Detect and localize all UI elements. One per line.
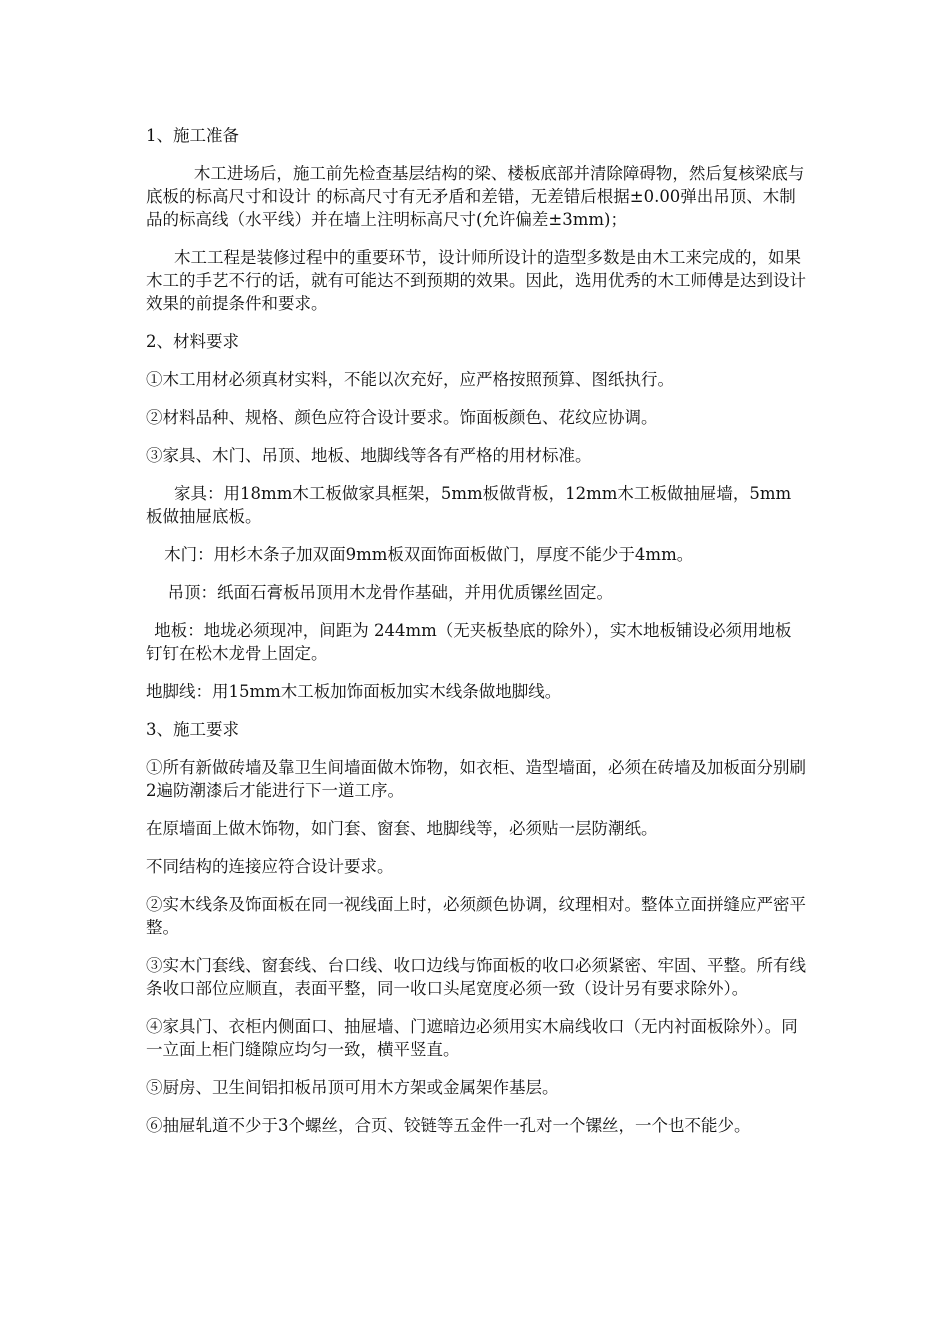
paragraph: 地板：地垅必须现冲，间距为 244mm（无夹板垫底的除外），实木地板铺设必须用地板钉钉在松木龙骨上固定。 — [146, 621, 792, 663]
list-item: ①所有新做砖墙及靠卫生间墙面做木饰物，如衣柜、造型墙面，必须在砖墙及加板面分别刷2遍防潮漆后才能进行下一道工序。 — [146, 758, 806, 800]
list-item: ①木工用材必须真材实料，不能以次充好，应严格按照预算、图纸执行。 — [146, 370, 674, 389]
list-item: ⑥抽屉轧道不少于3个螺丝，合页、铰链等五金件一孔对一个镙丝，一个也不能少。 — [146, 1116, 751, 1135]
list-item: ③家具、木门、吊顶、地板、地脚线等各有严格的用材标准。 — [146, 446, 592, 465]
section-heading-materials: 2、材料要求 — [146, 332, 239, 351]
paragraph: 木工进场后，施工前先检查基层结构的梁、楼板底部并清除障碍物，然后复核梁底与底板的标高尺寸和设计 的标高尺寸有无矛盾和差错，无差错后根据±0.00弹出吊顶、木制品的标高线（水平线）并在墙上注明标高尺寸(允许偏差±3mm)； — [146, 164, 805, 229]
list-item: ④家具门、衣柜内侧面口、抽屉墙、门遮暗边必须用实木扁线收口（无内衬面板除外）。同一立面上柜门缝隙应均匀一致，横平竖直。 — [146, 1017, 798, 1059]
paragraph: 吊顶：纸面石膏板吊顶用木龙骨作基础，并用优质镙丝固定。 — [167, 583, 613, 602]
paragraph: 地脚线：用15mm木工板加饰面板加实木线条做地脚线。 — [146, 682, 562, 701]
paragraph: 木工工程是装修过程中的重要环节，设计师所设计的造型多数是由木工来完成的，如果木工的手艺不行的话，就有可能达不到预期的效果。因此，选用优秀的木工师傅是达到设计效果的前提条件和要求。 — [146, 248, 806, 313]
document-body — [146, 124, 806, 1152]
list-item: ③实木门套线、窗套线、台口线、收口边线与饰面板的收口必须紧密、牢固、平整。所有线条收口部位应顺直，表面平整，同一收口头尾宽度必须一致（设计另有要求除外）。 — [146, 956, 806, 998]
list-item: ⑤厨房、卫生间铝扣板吊顶可用木方架或金属架作基层。 — [146, 1078, 559, 1097]
section-heading-construction: 3、施工要求 — [146, 720, 239, 739]
paragraph: 木门：用杉木条子加双面9mm板双面饰面板做门，厚度不能少于4mm。 — [164, 545, 694, 564]
list-item: ②实木线条及饰面板在同一视线面上时，必须颜色协调，纹理相对。整体立面拼缝应严密平整。 — [146, 895, 806, 937]
paragraph: 在原墙面上做木饰物，如门套、窗套、地脚线等，必须贴一层防潮纸。 — [146, 819, 658, 838]
paragraph: 家具：用18mm木工板做家具框架，5mm板做背板，12mm木工板做抽屉墙，5mm板做抽屉底板。 — [146, 484, 792, 526]
paragraph: 不同结构的连接应符合设计要求。 — [146, 857, 394, 876]
section-heading-preparation: 1、施工准备 — [146, 126, 239, 145]
list-item: ②材料品种、规格、颜色应符合设计要求。饰面板颜色、花纹应协调。 — [146, 408, 658, 427]
